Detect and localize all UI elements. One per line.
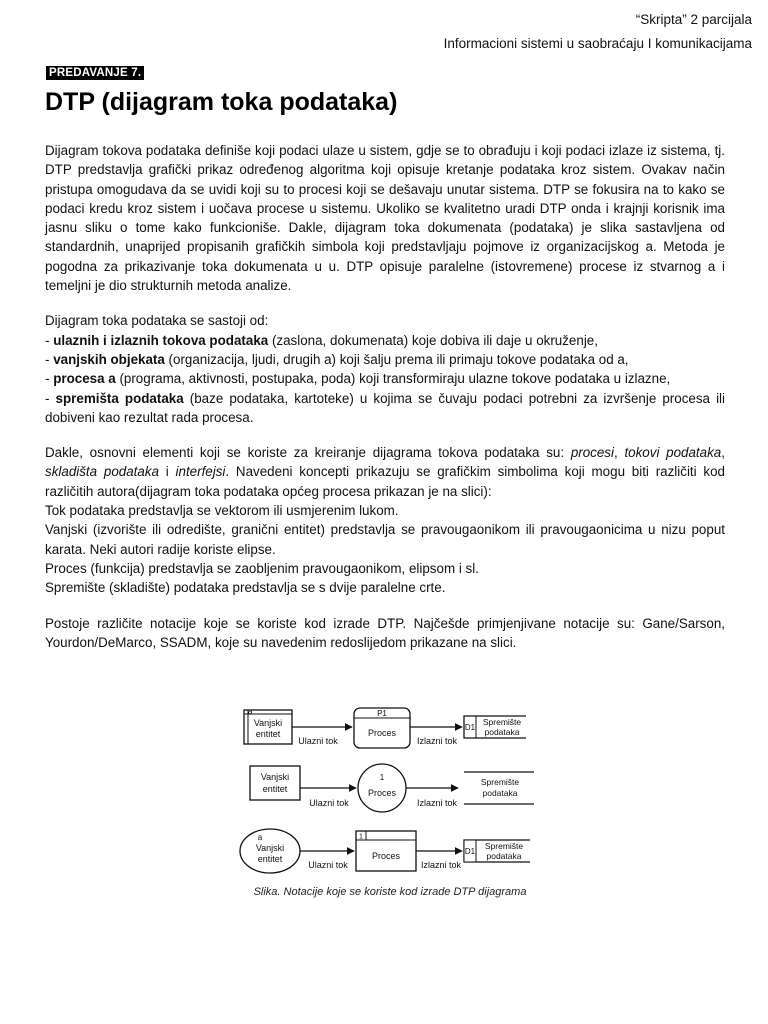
process-id: P1 [377, 709, 387, 718]
store-id: D1 [464, 723, 476, 732]
process-id: 1 [358, 831, 364, 841]
entity-label: entitet [255, 729, 281, 739]
flow-label: Izlazni tok [420, 860, 462, 870]
store-label: podataka [486, 851, 522, 861]
flow-label: Ulazni tok [309, 798, 349, 808]
header-course-title: Informacioni sistemi u saobraćaju I komunikacijama [443, 36, 752, 51]
store-label: Spremište [482, 717, 522, 727]
list-item: - procesa a (programa, aktivnosti, postupaka, poda) koji transformiraju ulazne tokove podataka u izlazne, [45, 371, 671, 387]
entity-id: a [248, 707, 253, 716]
symbol-entity-description: Vanjski (izvorište ili odredište, granični entitet) predstavlja se pravougaonikom ili pravougaonicima u nizu poput karata. Neki autori radije koriste elipse. [45, 522, 725, 557]
flow-label: Izlazni tok [416, 736, 458, 746]
notation-diagram [230, 700, 550, 900]
entity-label: Vanjski [253, 718, 283, 728]
entity-label: entitet [262, 784, 288, 794]
process-label: Proces [371, 851, 401, 861]
figure-caption: Slika. Notacije koje se koriste kod izrade DTP dijagrama [253, 886, 527, 898]
flow-label: Ulazni tok [308, 860, 348, 870]
entity-id: a [257, 833, 263, 842]
entity-label: Vanjski [260, 772, 290, 782]
header-course-part: “Skripta” 2 parcijala [635, 12, 752, 27]
list-item: - vanjskih objekata (organizacija, ljudi, drugih a) koji šalju prema ili primaju tokove podataka od a, [45, 351, 629, 367]
entity-label: entitet [257, 854, 283, 864]
store-label: Spremište [480, 777, 520, 787]
page-title: DTP (dijagram toka podataka) [45, 88, 398, 116]
process-label: Proces [367, 788, 397, 798]
flow-label: Izlazni tok [416, 798, 458, 808]
list-item: - ulaznih i izlaznih tokova podataka (zaslona, dokumenata) koje dobiva ili daje u okruženje, [45, 332, 598, 348]
notation-row-yourdon-demarco [250, 764, 534, 812]
symbol-process-description: Proces (funkcija) predstavlja se zaobljenim pravougaonikom, elipsom i sl. [45, 560, 479, 576]
intro-paragraph: Dijagram tokova podataka definiše koji podaci ulaze u sistem, gdje se to obrađuju i koji podaci izlaze iz sistema, tj. DTP predstavlja grafički prikaz određenog algoritma koji opisuje kretanje podataka kroz sistem. Ovakav način pristupa omogudava da se uvidi koji su to procesi koji se dešavaju unutar sistema. DTP se fokusira na to kako se podaci kredu kroz sistem i uočava procese u sistemu. Ukoliko se kvalitetno uradi DTP onda i krajnji korisnik ima jasnu sliku o tome kako funkcioniše. Dakle, dijagram toka dokumenata (podataka) je slika sastavljena od standardnih, unaprijed propisanih grafičkih simbola koji predstavljaju pojmove iz organizacijskog a. Metoda je pogodna za prikazivanje toka dokumenata u u. DTP opisuje paralelne (istovremene) procese iz stvarnog a i temeljni je dio strukturnih metoda analize. [45, 143, 725, 294]
entity-label: Vanjski [255, 843, 285, 853]
process-id: 1 [379, 773, 385, 782]
notation-row-gane-sarson [244, 707, 526, 748]
store-label: podataka [482, 788, 518, 798]
components-heading: Dijagram toka podataka se sastoji od: [45, 313, 269, 329]
page-header [444, 8, 752, 56]
symbol-flow-description: Tok podataka predstavlja se vektorom ili usmjerenim lukom. [45, 503, 399, 519]
store-label: podataka [484, 727, 520, 737]
process-label: Proces [367, 728, 397, 738]
store-label: Spremište [484, 841, 524, 851]
dtp-notation-figure [230, 700, 550, 910]
notation-row-ssadm [240, 829, 530, 873]
store-id: D1 [464, 847, 476, 856]
lecture-tag: PREDAVANJE 7. [46, 66, 144, 80]
notations-paragraph: Postoje različite notacije koje se koriste kod izrade DTP. Najčešde primjenjivane notacije su: Gane/Sarson, Yourdon/DeMarco, SSADM, koje su navedenim redoslijedom prikazane na slici. [45, 615, 725, 650]
flow-label: Ulazni tok [298, 736, 338, 746]
document-body [45, 141, 725, 652]
elements-paragraph: Dakle, osnovni elementi koji se koriste za kreiranje dijagrama tokova podataka su: procesi, tokovi podataka, skladišta podataka i interfejsi. Navedeni koncepti prikazuju se grafičkim simbolima koji mogu biti različiti kod različitih autora(dijagram toka podataka općeg procesa prikazan je na slici): [45, 445, 725, 499]
symbol-store-description: Spremište (skladište) podataka predstavlja se s dvije paralelne crte. [45, 580, 446, 596]
list-item: - spremišta podataka (baze podataka, kartoteke) u kojima se čuvaju podaci potrebni za izvršenje procesa ili dobiveni kao rezultat rada procesa. [45, 390, 725, 425]
